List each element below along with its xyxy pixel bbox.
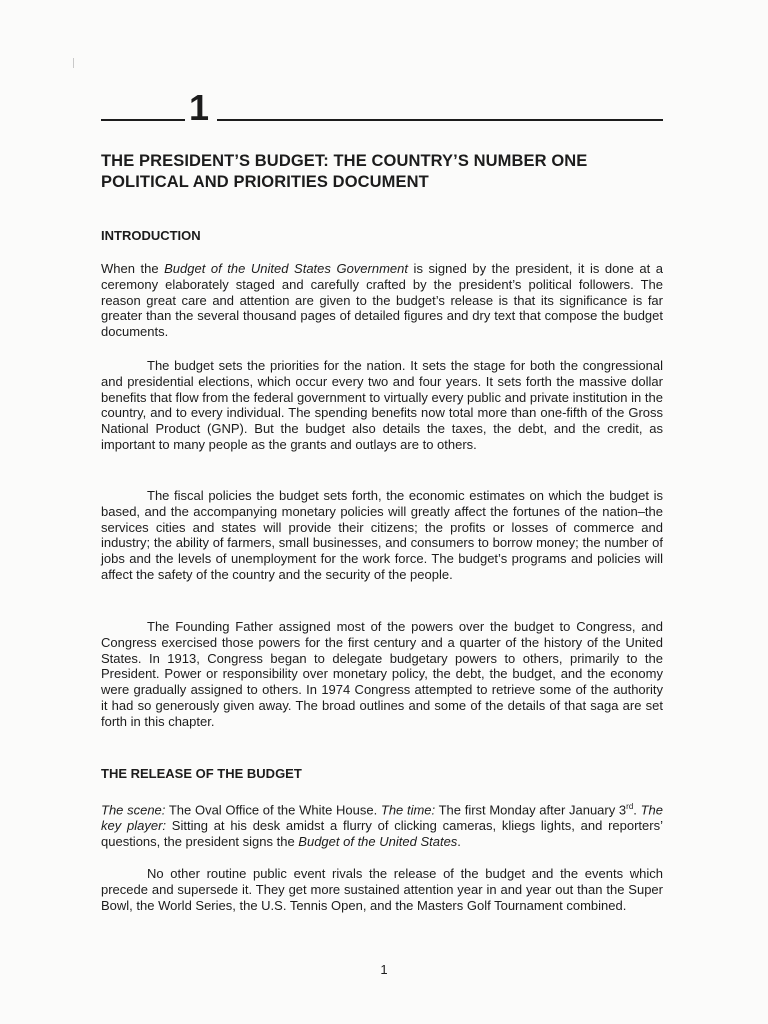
paragraph-intro-4: The Founding Father assigned most of the powers over the budget to Congress, and Congress exercised those powers for the first century and a quarter of the history of the United States. In 1913, Congress began to delegate budgetary powers to others, primarily to the President. Power or responsibility over monetary policy, the debt, the budget, and the economy were gradually assigned to others. In 1974 Congress attempted to retrieve some of the authority it had so generously given away. The broad outlines and some of the details of that saga are set forth in this chapter. [101, 619, 663, 729]
chapter-header [101, 87, 663, 128]
page-number: 1 [380, 962, 388, 977]
paragraph-intro-3: The fiscal policies the budget sets forth, the economic estimates on which the budget is based, and the accompanying monetary policies will greatly affect the fortunes of the nation–the services cities and states will provide their citizens; the profits or losses of commerce and industry; the ability of farmers, small businesses, and consumers to borrow money; the number of jobs and the levels of unemployment for the work force. The budget’s programs and policies will affect the safety of the country and the security of the people. [101, 488, 663, 582]
paragraph-release-1: The scene: The Oval Office of the White House. The time: The first Monday after January 3rd. The key player: Sitting at his desk amidst a flurry of clicking cameras, kliegs lights, and reporters’ questions, the president signs the Budget of the United States. [101, 802, 663, 849]
heading-release-of-budget: THE RELEASE OF THE BUDGET [101, 766, 302, 781]
chapter-title: THE PRESIDENT’S BUDGET: THE COUNTRY’S NUMBER ONE POLITICAL AND PRIORITIES DOCUMENT [101, 152, 588, 191]
chapter-rule-right [217, 119, 663, 121]
paragraph-intro-2: The budget sets the priorities for the nation. It sets the stage for both the congressional and presidential elections, which occur every two and four years. It sets forth the massive dollar benefits that flow from the federal government to virtually every public and private institution in the country, and to every individual. The spending benefits now total more than one-fifth of the Gross National Product (GNP). But the budget also details the taxes, the debt, and the credit, as important to many people as the grants and outlays are to others. [101, 358, 663, 452]
chapter-number: 1 [189, 87, 210, 128]
paragraph-intro-1: When the Budget of the United States Government is signed by the president, it is done at a ceremony elaborately staged and carefully crafted by the president’s political followers. The reason great care and attention are given to the budget’s release is that its significance is far greater than the several thousand pages of detailed figures and dry text that compose the budget documents. [101, 261, 663, 340]
paragraph-release-2: No other routine public event rivals the release of the budget and the events which precede and supersede it. They get more sustained attention year in and year out than the Super Bowl, the World Series, the U.S. Tennis Open, and the Masters Golf Tournament combined. [101, 866, 663, 913]
chapter-rule-left [101, 119, 185, 121]
scan-speck [73, 58, 74, 68]
heading-introduction: INTRODUCTION [101, 228, 201, 243]
